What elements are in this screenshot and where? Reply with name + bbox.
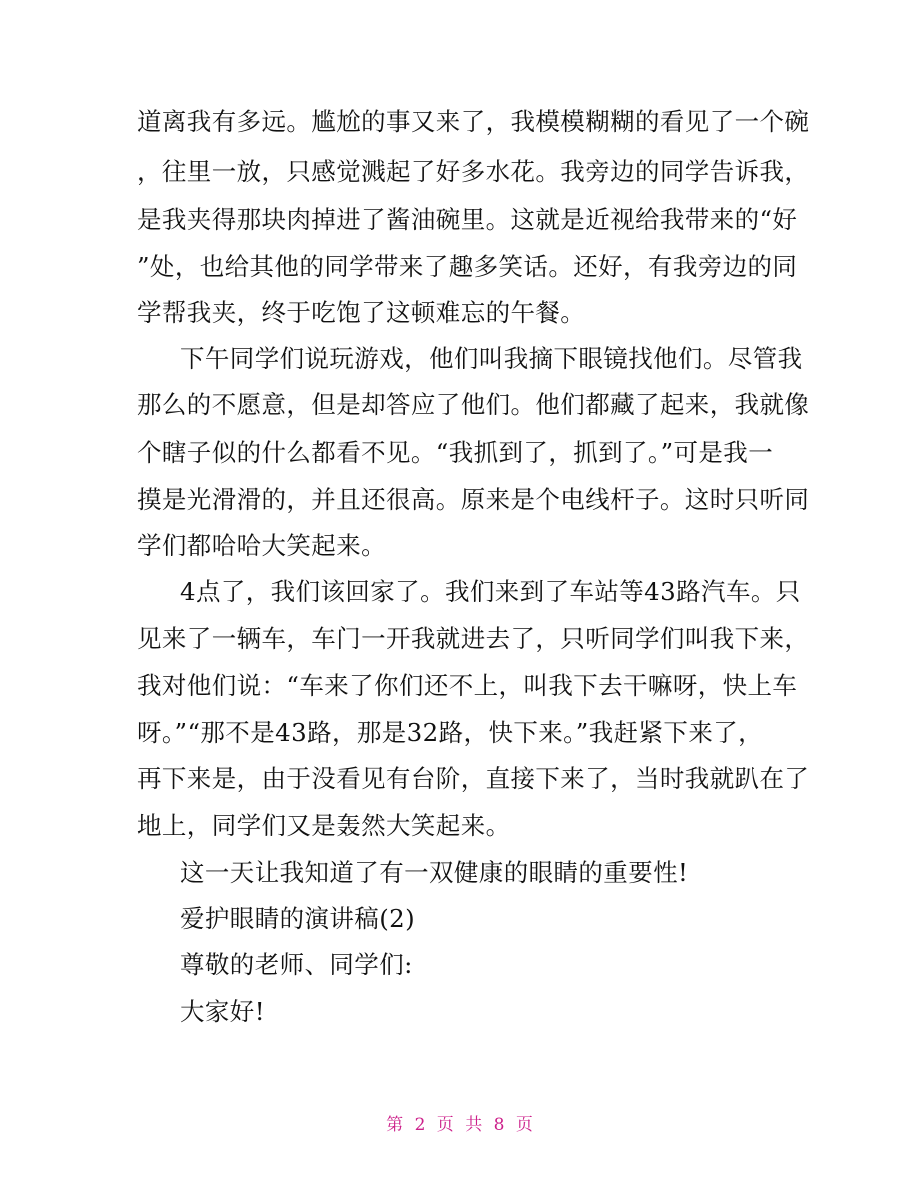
paragraph-3-line-3: 我对他们说：“车来了你们还不上，叫我下去干嘛呀，快上车 [137,671,798,700]
paragraph-3-line-6: 地上，同学们又是轰然大笑起来。 [137,811,511,840]
paragraph-3-line-1: 4点了，我们该回家了。我们来到了车站等43路汽车。只 [180,577,801,606]
paragraph-3-line-2: 见来了一辆车，车门一开我就进去了，只听同学们叫我下来， [137,624,810,653]
paragraph-1-line-5: 学帮我夹，终于吃饱了这顿难忘的午餐。 [137,298,586,327]
speech-title: 爱护眼睛的演讲稿(2) [180,904,416,933]
paragraph-2-line-2: 那么的不愿意，但是却答应了他们。他们都藏了起来，我就像 [137,390,810,419]
conclusion-line: 这一天让我知道了有一双健康的眼睛的重要性! [180,858,689,887]
greeting-line: 大家好! [180,997,265,1026]
paragraph-3-line-4: 呀。”“那不是43路，那是32路，快下来。”我赶紧下来了， [137,718,764,747]
paragraph-1-line-3: 是我夹得那块肉掉进了酱油碗里。这就是近视给我带来的“好 [137,205,798,234]
paragraph-1-line-2: ，往里一放，只感觉溅起了好多水花。我旁边的同学告诉我， [137,157,810,186]
paragraph-1-line-1: 道离我有多远。尴尬的事又来了，我模模糊糊的看见了一个碗 [137,107,810,136]
paragraph-2-line-5: 学们都哈哈大笑起来。 [137,531,386,560]
paragraph-3-line-5: 再下来是，由于没看见有台阶，直接下来了，当时我就趴在了 [137,764,810,793]
paragraph-1-line-4: ”处，也给其他的同学带来了趣多笑话。还好，有我旁边的同 [137,252,798,281]
page-number-footer: 第 2 页 共 8 页 [386,1115,534,1135]
paragraph-2-line-4: 摸是光滑滑的，并且还很高。原来是个电线杆子。这时只听同 [137,485,810,514]
paragraph-2-line-1: 下午同学们说玩游戏，他们叫我摘下眼镜找他们。尽管我 [180,344,803,373]
paragraph-2-line-3: 个瞎子似的什么都看不见。“我抓到了，抓到了。”可是我一 [137,438,774,467]
salutation-line: 尊敬的老师、同学们: [180,950,413,979]
